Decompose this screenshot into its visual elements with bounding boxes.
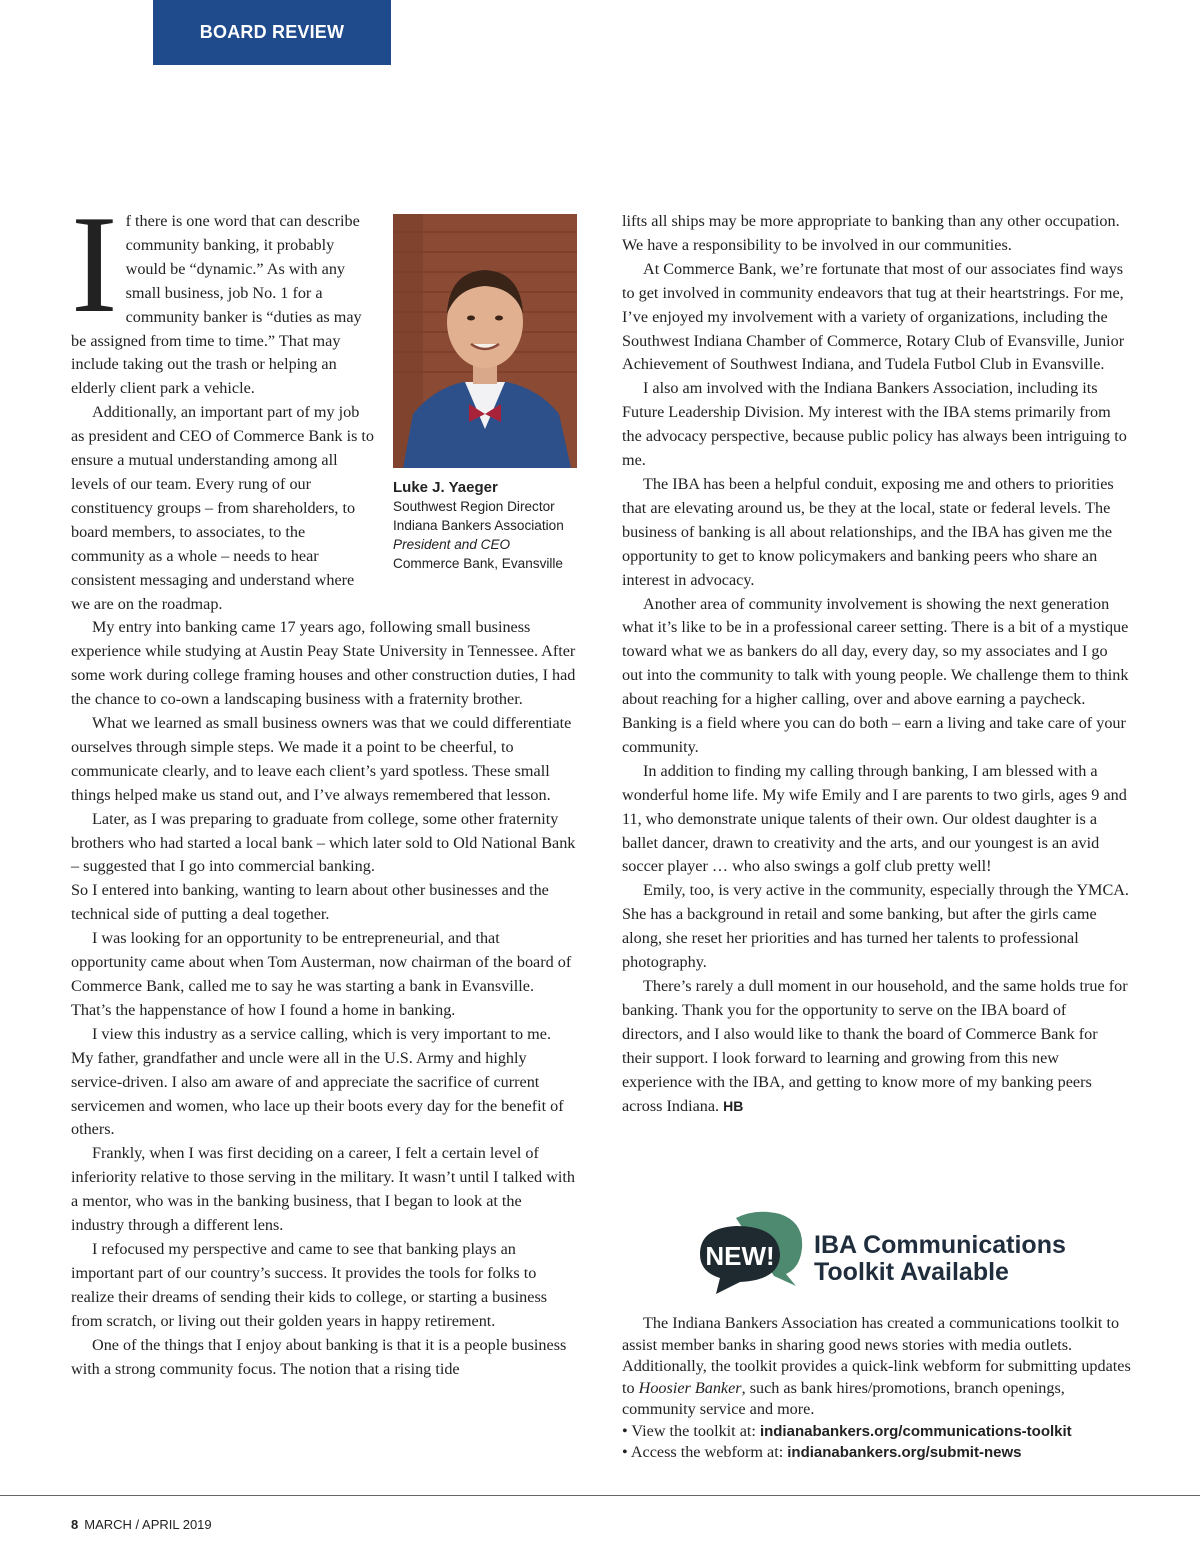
caption-title-1: Southwest Region Director [393, 499, 555, 514]
article-paragraph: My entry into banking came 17 years ago, following small business experience while studying at Austin Peay State University in Tennessee. After some work during college framing houses and other construction duties, I had the chance to co-own a landscaping business with a fraternity brother. [71, 618, 576, 709]
article-paragraph: One of the things that I enjoy about banking is that it is a people business with a strong community focus. The notion that a rising tide [71, 1335, 567, 1378]
article-paragraph: Later, as I was preparing to graduate from college, some other fraternity brothers who had started a local bank – which later sold to Old National Bank – suggested that I go into commercial banking. [71, 809, 576, 876]
article-paragraph [622, 975, 1130, 1118]
new-badge-text: NEW! [705, 1241, 775, 1271]
article-left-column [71, 187, 577, 1381]
toolkit-bullet [622, 1442, 1132, 1464]
toolkit-title-line: Toolkit Available [814, 1258, 1009, 1286]
author-photo [393, 214, 577, 468]
end-mark: HB [723, 1097, 744, 1114]
dropcap-letter: I [71, 187, 118, 342]
speech-bubble-icon [696, 1210, 808, 1300]
article-paragraph: I also am involved with the Indiana Bankers Association, including its Future Leadership Division. My interest with the IBA stems primarily from the advocacy perspective, because public policy has always been intriguing to me. [622, 379, 1127, 470]
page-footer [71, 1517, 212, 1532]
article-right-column [622, 210, 1130, 1118]
paragraph-text: f there is one word that can describe community banking, it probably would be “dynamic.” As with any small business, job No. 1 for a community banker is “duties as may be assigned from time to time.” That may include taking out the trash or helping an elderly client park a vehicle. [71, 212, 362, 398]
caption-title-2: Indiana Bankers Association [393, 518, 564, 533]
article-paragraph: In addition to finding my calling through banking, I am blessed with a wonderful home life. My wife Emily and I are parents to two girls, ages 9 and 11, who demonstrate unique talents of their own. Our oldest daughter is a ballet dancer, drawn to creativity and the arts, and our youngest is an avid soccer player … who also swings a golf club pretty well! [622, 761, 1127, 876]
paragraph-text: There’s rarely a dull moment in our household, and the same holds true for banking. Thank you for the opportunity to serve on the IBA board of directors, and I also would like to thank the board of Commerce Bank for their support. I look forward to learning and growing from this new experience with the IBA, and getting to know more of my banking peers across Indiana. [622, 977, 1128, 1115]
toolkit-paragraph [622, 1313, 1132, 1421]
section-tab: BOARD REVIEW [153, 0, 391, 65]
article-paragraph: At Commerce Bank, we’re fortunate that most of our associates find ways to get involved in community endeavors that tug at their heartstrings. For me, I’ve enjoyed my involvement with a variety of organizations, including the Southwest Indiana Chamber of Commerce, Rotary Club of Evansville, Junior Achievement of Southwest Indiana, and Tudela Futbol Club in Evansville. [622, 259, 1125, 374]
article-paragraph: Additionally, an important part of my job as president and CEO of Commerce Bank is to ensure a mutual understanding among all levels of our team. Every rung of our constituency groups – from shareholders, to board members, to associates, to the community as a whole – needs to hear consistent messaging and understand where we are on the roadmap. [71, 403, 375, 613]
article-paragraph: Another area of community involvement is showing the next generation what it’s like to be in a professional career setting. There is a bit of a mystique toward what we as bankers do all day, every day, so my associates and I go out into the community to talk with young people. We challenge them to think about reaching for a higher calling, over and above earning a paycheck. Banking is a field where you can do both – earn a living and take care of your community. [622, 594, 1129, 756]
webform-link[interactable]: indianabankers.org/submit-news [787, 1444, 1022, 1461]
article-paragraph: I refocused my perspective and came to see that banking plays an important part of our country’s success. It provides the tools for folks to realize their dreams of sending their kids to college, or starting a business from scratch, or living out their golden years in happy retirement. [71, 1239, 548, 1330]
article-paragraph: The IBA has been a helpful conduit, exposing me and others to priorities that are elevating around us, be they at the local, state or federal levels. The business of banking is all about relationships, and the IBA has given me the opportunity to get to know policymakers and banking peers who share an interest in advocacy. [622, 474, 1114, 589]
toolkit-link[interactable]: indianabankers.org/communications-toolkit [759, 1422, 1072, 1440]
toolkit-title [814, 1232, 1066, 1286]
toolkit-text: The Indiana Bankers Association has created a communications toolkit to assist member banks in sharing good news stories with media outlets. Additionally, the toolkit provides a quick-link webform for submitting updates to [622, 1314, 1131, 1397]
toolkit-header [696, 1210, 1136, 1300]
page-number: 8 [71, 1517, 79, 1532]
toolkit-text: , such as bank hires/promotions, branch openings, community service and more. [622, 1378, 1065, 1418]
article-paragraph: So I entered into banking, wanting to learn about other businesses and the technical side of putting a deal together. [71, 881, 549, 924]
caption-title-3: President and CEO [393, 537, 511, 552]
article-paragraph: Emily, too, is very active in the community, especially through the YMCA. She has a background in retail and some banking, but after the girls came along, she reset her priorities and has turned her talents to professional photography. [622, 881, 1129, 972]
author-photo-box [393, 214, 577, 573]
article-paragraph: Frankly, when I was first deciding on a career, I felt a certain level of inferiority relative to those serving in the military. It wasn’t until I talked with a mentor, who was in the banking business, that I began to look at the industry through a different lens. [71, 1144, 575, 1235]
footer-divider [0, 1495, 1200, 1496]
publication-name: Hoosier Banker [638, 1378, 742, 1397]
caption-title-4: Commerce Bank, Evansville [393, 556, 563, 571]
toolkit-body [622, 1313, 1132, 1464]
caption-name: Luke J. Yaeger [393, 479, 498, 496]
article-paragraph: I view this industry as a service calling, which is very important to me. My father, grandfather and uncle were all in the U.S. Army and highly service-driven. I also am aware of and appreciate the sacrifice of current servicemen and women, who lace up their boots every day for the benefit of others. [71, 1024, 564, 1139]
article-paragraph: lifts all ships may be more appropriate to banking than any other occupation. We have a responsibility to be involved in our communities. [622, 212, 1120, 254]
article-paragraph: What we learned as small business owners was that we could differentiate ourselves through simple steps. We made it a point to be cheerful, to communicate clearly, and to leave each client’s yard spotless. These small things helped make us stand out, and I’ve always remembered that lesson. [71, 714, 572, 804]
toolkit-title-line: IBA Communications [814, 1231, 1066, 1259]
article-paragraph: I was looking for an opportunity to be entrepreneurial, and that opportunity came about when Tom Austerman, now chairman of the board of Commerce Bank, called me to say he was starting a bank in Evansville. That’s the happenstance of how I found a home in banking. [71, 929, 572, 1019]
toolkit-bullet [622, 1421, 1132, 1443]
issue-date: MARCH / APRIL 2019 [84, 1517, 212, 1532]
bullet-label: • View the toolkit at: [622, 1421, 760, 1440]
bullet-label: • Access the webform at: [622, 1443, 788, 1461]
